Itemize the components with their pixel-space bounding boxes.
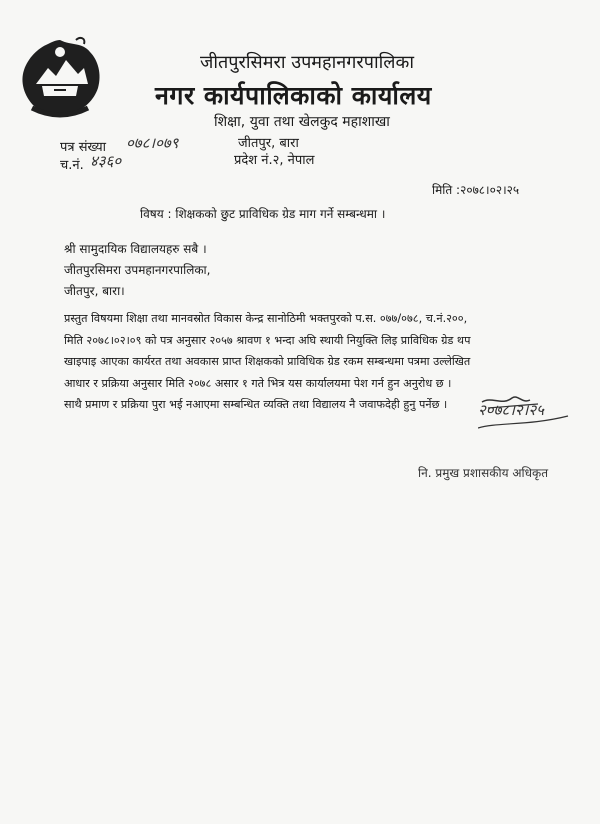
province-line: प्रदेश नं.२, नेपाल — [234, 153, 315, 168]
office-title: नगर कार्यपालिकाको कार्यालय — [155, 81, 432, 110]
municipality-name: जीतपुरसिमरा उपमहानगरपालिका — [200, 52, 414, 73]
nepal-government-emblem — [14, 34, 106, 122]
body-line: साथै प्रमाण र प्रक्रिया पुरा भई नआएमा सम्बन्धित व्यक्ति तथा विद्यालय नै जवाफदेही हुनु पर्नेछ । — [64, 398, 448, 411]
body-line: मिति २०७८।०२।०९ को पत्र अनुसार २०५७ श्रावण १ भन्दा अघि स्थायी नियुक्ति लिइ प्राविधिक ग्रेड थप — [64, 333, 471, 347]
body-line: प्रस्तुत विषयमा शिक्षा तथा मानवस्रोत विकास केन्द्र सानोठिमी भक्तपुरको प.स. ०७७/०७८, च.नं.२००, — [64, 312, 468, 325]
office-location: जीतपुर, बारा — [238, 136, 299, 151]
division-name: शिक्षा, युवा तथा खेलकुद महाशाखा — [214, 114, 390, 130]
patra-sankhya-value: ०७८।०७९ — [126, 134, 179, 152]
letter-subject: विषय : शिक्षकको छुट प्राविधिक ग्रेड माग गर्ने सम्बन्धमा । — [140, 207, 386, 221]
patra-sankhya-label: पत्र संख्या — [60, 140, 106, 155]
signature-date: २०७८।२।२५ — [478, 401, 544, 419]
body-line: आधार र प्रक्रिया अनुसार मिति २०७८ असार १ गते भित्र यस कार्यालयमा पेश गर्न हुन अनुरोध छ । — [64, 376, 452, 390]
chalani-number-label: च.नं. — [60, 158, 84, 173]
chalani-number-value: ४३६० — [90, 152, 122, 170]
recipient-line-3: जीतपुर, बारा। — [64, 284, 125, 298]
recipient-line-1: श्री सामुदायिक विद्यालयहरु सबै । — [64, 242, 207, 256]
recipient-line-2: जीतपुरसिमरा उपमहानगरपालिका, — [64, 263, 211, 277]
body-line: खाइपाइ आएका कार्यरत तथा अवकास प्राप्त शिक्षकको प्राविधिक ग्रेड रकम सम्बन्धमा पत्रमा उल्लेखित — [64, 355, 471, 368]
letter-date: मिति :२०७८।०२।२५ — [432, 183, 520, 197]
signatory-designation: नि. प्रमुख प्रशासकीय अधिकृत — [418, 466, 549, 480]
